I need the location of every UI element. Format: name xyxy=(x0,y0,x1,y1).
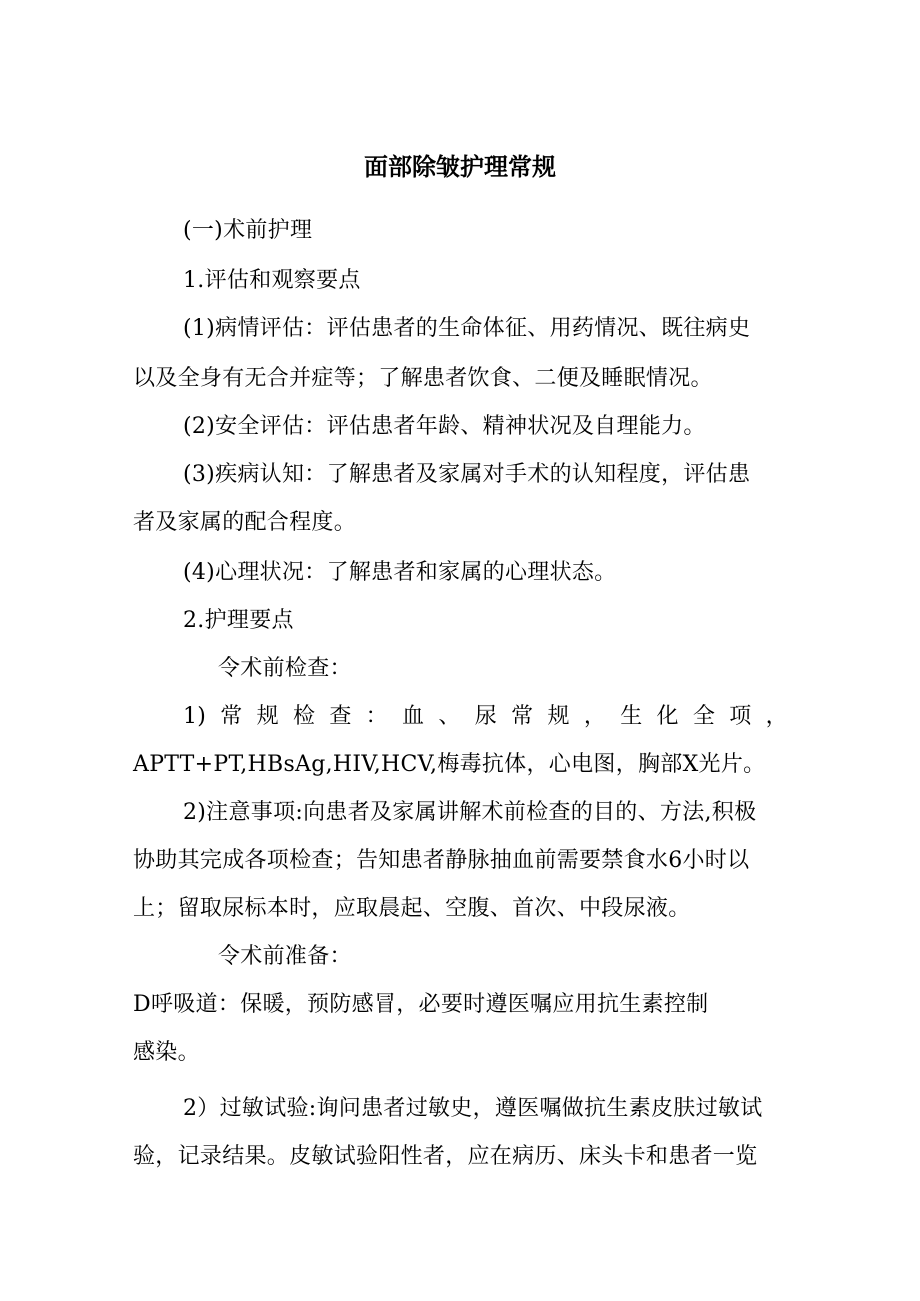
justified-char: 常 xyxy=(220,704,243,729)
page-title: 面部除皱护理常规 xyxy=(364,153,556,181)
justified-char: 规 xyxy=(547,704,570,729)
subsection-heading: 1.评估和观察要点 xyxy=(183,268,361,293)
justified-char: 1) xyxy=(183,704,207,729)
paragraph-line: (2)安全评估：评估患者年龄、精神状况及自理能力。 xyxy=(183,414,706,439)
justified-char: ， xyxy=(765,704,788,729)
paragraph-line: 验，记录结果。皮敏试验阳性者，应在病历、床头卡和患者一览 xyxy=(133,1144,758,1169)
justified-char: 检 xyxy=(292,704,316,729)
justified-char: 规 xyxy=(256,704,279,729)
justified-char: 生 xyxy=(620,704,643,729)
paragraph-line: 感染。 xyxy=(133,1040,200,1065)
justified-char: 尿 xyxy=(474,704,498,729)
justified-char: 项 xyxy=(729,704,752,729)
justified-char: 、 xyxy=(438,704,461,729)
justified-char: 血 xyxy=(402,704,425,729)
justified-char: 查 xyxy=(329,704,352,729)
justified-char: 全 xyxy=(692,704,716,729)
justified-char: 常 xyxy=(511,704,534,729)
paragraph-line: 者及家属的配合程度。 xyxy=(133,510,357,535)
list-heading: 令术前准备： xyxy=(218,944,352,969)
paragraph-line: APTT+PT,HBsAg,HIV,HCV,梅毒抗体，心电图，胸部X光片。 xyxy=(133,752,766,777)
paragraph-line: (4)心理状况：了解患者和家属的心理状态。 xyxy=(183,560,617,585)
paragraph-line: D呼吸道：保暖，预防感冒，必要时遵医嘱应用抗生素控制 xyxy=(133,992,709,1017)
subsection-heading: 2.护理要点 xyxy=(183,608,294,633)
paragraph-line: 2）过敏试验:询问患者过敏史，遵医嘱做抗生素皮肤过敏试 xyxy=(183,1096,763,1121)
justified-char: ， xyxy=(583,704,607,729)
justified-char: ： xyxy=(365,704,388,729)
paragraph-line: 以及全身有无合并症等；了解患者饮食、二便及睡眠情况。 xyxy=(133,366,713,391)
justified-line xyxy=(133,702,788,732)
paragraph-line: (3)疾病认知：了解患者及家属对手术的认知程度，评估患 xyxy=(183,462,751,487)
list-heading: 令术前检查： xyxy=(218,656,352,681)
paragraph-line: 协助其完成各项检查；告知患者静脉抽血前需要禁食水6小时以 xyxy=(133,848,750,873)
paragraph-line: 2)注意事项:向患者及家属讲解术前检查的目的、方法,积极 xyxy=(183,800,757,825)
section-heading: (一)术前护理 xyxy=(183,218,313,243)
paragraph-line: (1)病情评估：评估患者的生命体征、用药情况、既往病史 xyxy=(183,316,751,341)
justified-char: 化 xyxy=(656,704,679,729)
paragraph-line: 上；留取尿标本时，应取晨起、空腹、首次、中段尿液。 xyxy=(133,896,691,921)
